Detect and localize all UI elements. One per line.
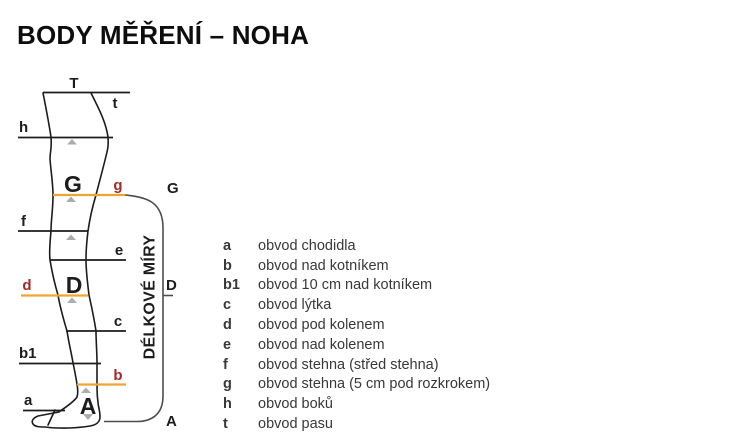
label-t: t: [112, 95, 118, 112]
label-b: b: [113, 367, 123, 384]
legend-item-label: obvod chodidla: [258, 237, 356, 254]
label-a: a: [24, 392, 33, 409]
label-e: e: [114, 242, 124, 259]
label-c: c: [113, 313, 123, 330]
legend-item: [223, 236, 553, 256]
legend-item-label: obvod pod kolenem: [258, 317, 385, 334]
legend-item: [223, 355, 553, 375]
legend-item: [223, 256, 553, 276]
marker-up-icon: [66, 235, 76, 241]
toe-separation-line: [48, 410, 55, 425]
leg-measurement-diagram: [0, 0, 210, 441]
legend-item-label: obvod boků: [258, 396, 333, 413]
length-bracket: [104, 195, 173, 422]
legend-item: [223, 414, 553, 434]
legend-item-label: obvod lýtka: [258, 297, 332, 314]
legend-item-key: h: [223, 396, 232, 413]
legend-item-key: c: [223, 297, 232, 314]
legend-item-label: obvod 10 cm nad kotníkem: [258, 277, 433, 294]
legend-item-label: obvod pasu: [258, 416, 333, 433]
legend-item: [223, 315, 553, 335]
label-A-big: A: [79, 393, 97, 419]
legend-item-key: a: [223, 237, 232, 254]
legend-item: [223, 394, 553, 414]
legend-item-key: d: [223, 317, 232, 334]
length-label-D: D: [166, 277, 177, 294]
legend-item: [223, 375, 553, 395]
legend-item-label: obvod stehna (střed stehna): [258, 356, 439, 373]
legend-item-key: b: [223, 257, 232, 274]
marker-up-icon: [67, 139, 77, 145]
legend-item: [223, 295, 553, 315]
label-T: T: [69, 75, 79, 92]
length-label-A: A: [166, 413, 177, 430]
length-axis-label: DÉLKOVÉ MÍRY: [141, 234, 159, 360]
legend-item-key: g: [223, 376, 232, 393]
legend: [223, 236, 553, 434]
label-h: h: [19, 119, 29, 136]
label-f: f: [21, 213, 26, 230]
page-title: BODY MĚŘENÍ – NOHA: [17, 20, 310, 50]
marker-up-icon: [67, 298, 77, 304]
label-d: d: [22, 277, 32, 294]
legend-item-label: obvod nad kotníkem: [258, 257, 389, 274]
legend-item: [223, 335, 553, 355]
legend-item-key: t: [223, 416, 228, 433]
legend-item-label: obvod nad kolenem: [258, 336, 385, 353]
label-D-big: D: [65, 272, 83, 298]
legend-item-key: f: [223, 356, 228, 373]
legend-item: [223, 276, 553, 296]
measurement-lines: [18, 93, 130, 411]
label-g: g: [113, 177, 123, 194]
legend-item-key: e: [223, 336, 232, 353]
point-labels: [19, 75, 123, 419]
length-label-G: G: [167, 180, 179, 197]
legend-item-label: obvod stehna (5 cm pod rozkrokem): [258, 376, 491, 393]
legend-item-key: b1: [223, 277, 240, 294]
length-labels: [140, 180, 179, 430]
marker-up-icon: [66, 197, 76, 203]
label-G-big: G: [64, 171, 82, 197]
label-b1: b1: [19, 345, 37, 362]
